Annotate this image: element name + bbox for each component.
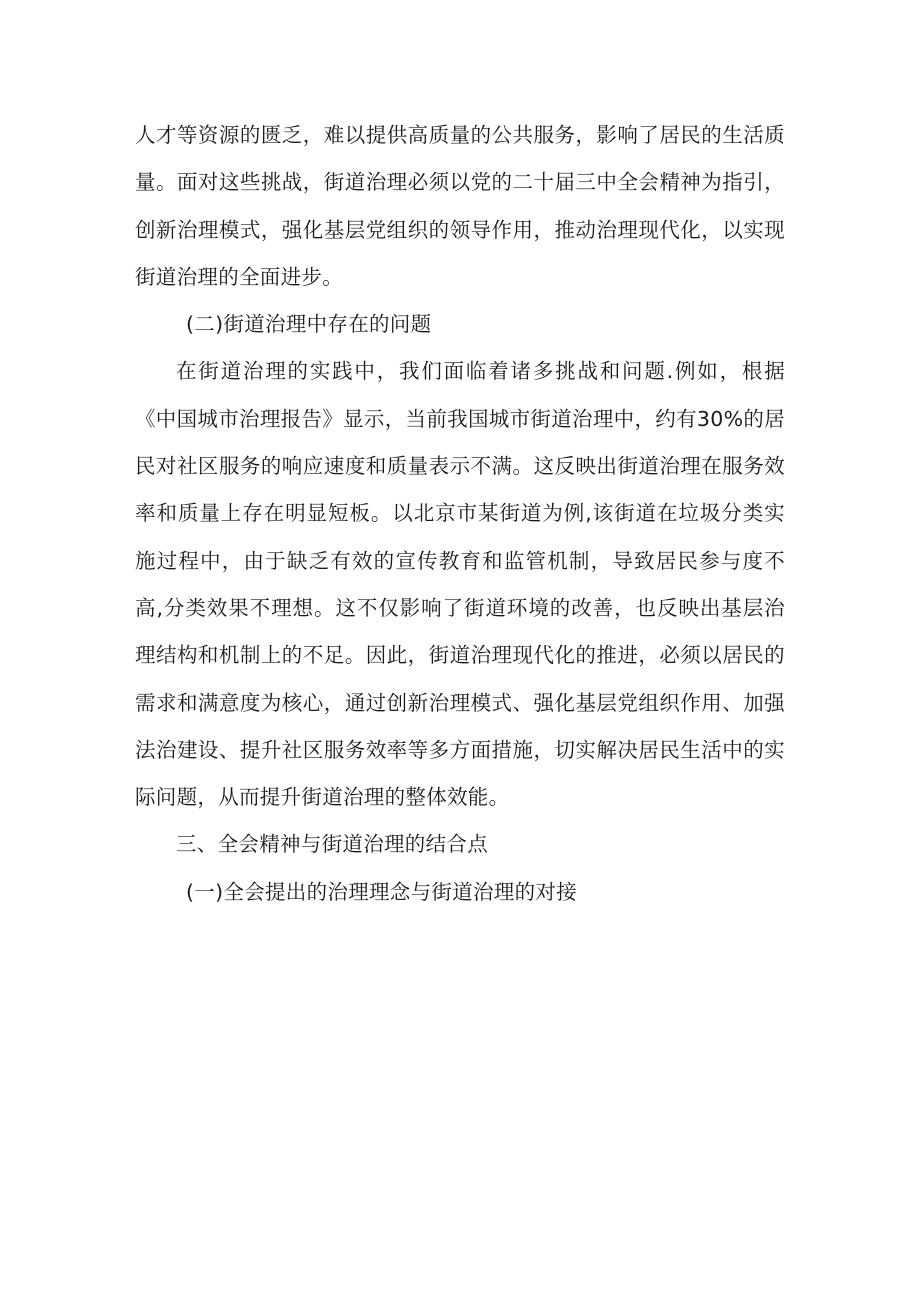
section-heading-problems: (二)街道治理中存在的问题 (186, 312, 432, 337)
paragraph-intro-continuation: 人才等资源的匮乏，难以提供高质量的公共服务，影响了居民的生活质量。面对这些挑战，街道治理必须以党的二十届三中全会精神为指引，创新治理模式，强化基层党组织的领导作用，推动治理现代化，以实现街道治理的全面进步。 (135, 123, 785, 289)
section-heading-governance-concept: (一)全会提出的治理理念与街道治理的对接 (186, 879, 577, 904)
document-body (135, 112, 785, 916)
paragraph-problems: 在街道治理的实践中，我们面临着诸多挑战和问题.例如，根据《中国城市治理报告》显示，当前我国城市街道治理中，约有30%的居民对社区服务的响应速度和质量表示不满。这反映出街道治理在服务效率和质量上存在明显短板。以北京市某街道为例,该街道在垃圾分类实施过程中，由于缺乏有效的宣传教育和监管机制，导致居民参与度不高,分类效果不理想。这不仅影响了街道环境的改善，也反映出基层治理结构和机制上的不足。因此，街道治理现代化的推进，必须以居民的需求和满意度为核心，通过创新治理模式、强化基层党组织作用、加强法治建设、提升社区服务效率等多方面措施，切实解决居民生活中的实际问题，从而提升街道治理的整体效能。 (135, 359, 785, 810)
chapter-heading-integration: 三、全会精神与街道治理的结合点 (176, 832, 488, 857)
